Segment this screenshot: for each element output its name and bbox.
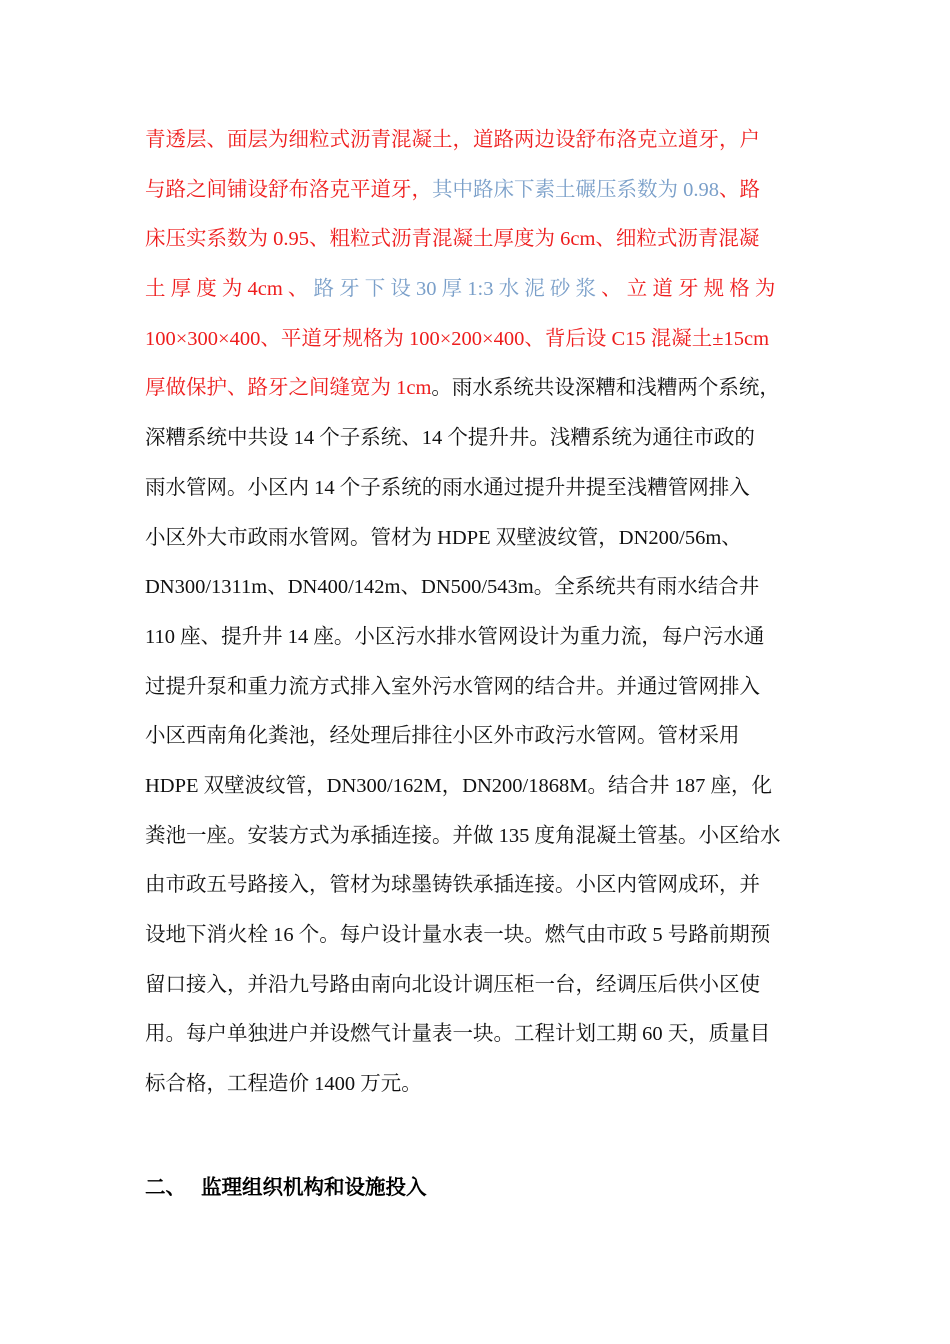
text-run: 床压实系数为 0.95、粗粒式沥青混凝土厚度为 6cm、细粒式沥青混凝 (145, 228, 760, 251)
text-line (145, 563, 810, 613)
text-run: DN300/1311m、DN400/142m、DN500/543m。全系统共有雨水结合井 (145, 576, 760, 599)
text-run: 深糟系统中共设 14 个子系统、14 个提升井。浅糟系统为通往市政的 (145, 427, 755, 450)
text-run: 小区西南角化粪池，经处理后排往小区外市政污水管网。管材采用 (145, 725, 740, 748)
section-number: 二、 (145, 1177, 186, 1199)
text-run: 标合格，工程造价 1400 万元。 (145, 1073, 422, 1096)
text-line (145, 414, 810, 464)
text-run: 由市政五号路接入，管材为球墨铸铁承插连接。小区内管网成环，并 (145, 874, 760, 897)
section-title: 监理组织机构和设施投入 (201, 1177, 427, 1199)
text-run: 、 立 道 牙 规 格 为 (601, 278, 776, 301)
text-line (145, 116, 810, 166)
text-run: 100×300×400、平道牙规格为 100×200×400、背后设 C15 混凝土±15cm (145, 327, 770, 350)
text-run: HDPE 双壁波纹管，DN300/162M，DN200/1868M。结合井 187 座，化 (145, 774, 772, 797)
text-run: 雨水管网。小区内 14 个子系统的雨水通过提升井提至浅糟管网排入 (145, 476, 750, 499)
text-run: 用。每户单独进户并设燃气计量表一块。工程计划工期 60 天，质量目 (145, 1023, 771, 1046)
text-run: 过提升泵和重力流方式排入室外污水管网的结合井。并通过管网排入 (145, 675, 760, 698)
text-line (145, 812, 810, 862)
text-line (145, 1060, 810, 1110)
text-run: 留口接入，并沿九号路由南向北设计调压柜一台，经调压后供小区使 (145, 973, 760, 996)
text-run: 土 厚 度 为 4cm 、 (145, 278, 314, 301)
text-line (145, 364, 810, 414)
text-run: 小区外大市政雨水管网。管材为 HDPE 双壁波纹管，DN200/56m、 (145, 526, 742, 549)
section-heading (145, 1170, 427, 1200)
text-run: 粪池一座。安装方式为承插连接。并做 135 度角混凝土管基。小区给水 (145, 824, 781, 847)
text-run: 其中路床下素土碾压系数为 0.98 (432, 178, 719, 201)
text-line (145, 861, 810, 911)
text-line (145, 514, 810, 564)
text-line (145, 464, 810, 514)
text-run: 、路 (719, 178, 760, 201)
text-line (145, 1010, 810, 1060)
text-line (145, 663, 810, 713)
text-line (145, 712, 810, 762)
text-line (145, 166, 810, 216)
text-line (145, 961, 810, 1011)
text-line (145, 762, 810, 812)
text-line (145, 315, 810, 365)
text-run: 厚做保护、路牙之间缝宽为 1cm (145, 377, 432, 400)
text-run: 110 座、提升井 14 座。小区污水排水管网设计为重力流，每户污水通 (145, 625, 765, 648)
text-run: 路 牙 下 设 30 厚 1:3 水 泥 砂 浆 (313, 278, 602, 301)
text-line (145, 265, 810, 315)
body-paragraph (145, 116, 810, 1110)
text-run: 青透层、面层为细粒式沥青混凝土，道路两边设舒布洛克立道牙，户 (145, 129, 760, 151)
text-line (145, 613, 810, 663)
text-run: 与路之间铺设舒布洛克平道牙， (145, 178, 432, 201)
text-run: 设地下消火栓 16 个。每户设计量水表一块。燃气由市政 5 号路前期预 (145, 924, 771, 946)
text-line (145, 215, 810, 265)
text-line (145, 911, 810, 961)
text-run: 。雨水系统共设深糟和浅糟两个系统， (431, 377, 780, 400)
